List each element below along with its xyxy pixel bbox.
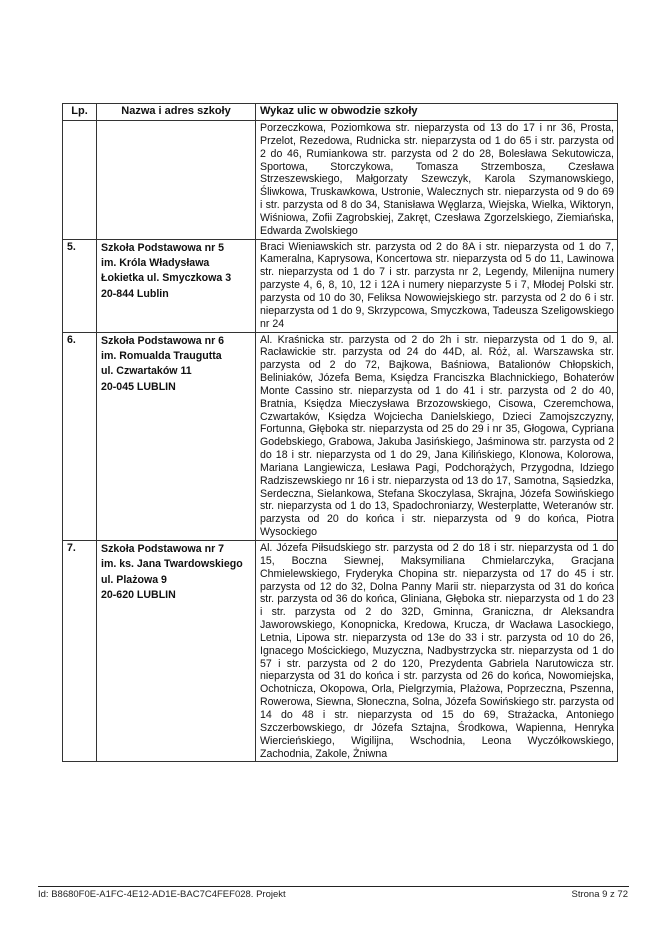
row-number: 7. bbox=[63, 541, 97, 762]
street-list: Al. Kraśnicka str. parzysta od 2 do 2h i str. nieparzysta od 1 do 9, al. Racławickie str. parzysta od 24 do 44D, al. Róż, al. Warszawska str. parzysta od 2 do 72, Bajkowa, Baśniowa, Batalionów Chłopskich, Beliniaków, Józefa Bema, Księdza Franciszka Blachnickiego, Bohaterów Monte Cassino str. nieparzysta od 1 do 41 i str. parzysta od 2 do 40, Bratnia, Księdza Mieczysława Brzozowskiego, Cisowa, Czeremchowa, Czwartaków, Księdza Wojciecha Danielskiego, Dzieci Zamojszczyzny, Fortunna, Głęboka str. nieparzysta od 25 do 29 i nr 35, Głogowa, Cypriana Godebskiego, Grabowa, Jakuba Jasińskiego, Jaśminowa str. parzysta od 2 do 18 i str. nieparzysta od 1 do 29, Jana Kilińskiego, Klonowa, Kolorowa, Mariana Langiewicza, Lesława Pagi, Podchorążych, Przygodna, Idziego Radziszewskiego nr 16 i str. nieparzysta od 13 do 17, Samotna, Sąsiedzka, Serdeczna, Sielankowa, Stefana Skoczylasa, Skrajna, Józefa Sowińskiego str. nieparzysta od 1 do 13, Spadochroniarzy, Westerplatte, Weteranów str. parzysta od 20 do końca i str. nieparzysta od 9 do końca, Piotra Wysockiego bbox=[256, 332, 618, 541]
street-list: Al. Józefa Piłsudskiego str. parzysta od 2 do 18 i str. nieparzysta od 1 do 15, Boczna Siewnej, Maksymiliana Chmielarczyka, Gracjana Chmielewskiego, Fryderyka Chopina str. nieparzysta od 17 do 45 i str. parzysta od 12 do 32, Dolna Panny Marii str. nieparzysta od 31 do końca str. parzysta od 36 do końca, Gliniana, Głęboka str. nieparzysta od 1 do 23 i str. parzysta od 2 do 32D, Gminna, Graniczna, dr Aleksandra Jaworowskiego, Konopnicka, Kredowa, Krucza, dr Wacława Lasockiego, Letnia, Lipowa str. nieparzysta od 13e do 33 i str. parzysta od 10 do 26, Ignacego Mościckiego, Muzyczna, Nadbystrzycka str. nieparzysta od 1 do 57 i str. parzysta od 2 do 120, Prezydenta Gabriela Narutowicza str. nieparzysta od 31 do końca i str. parzysta od 26 do końca, Nowomiejska, Ochotnicza, Okopowa, Orla, Pielgrzymia, Plażowa, Poprzeczna, Pszenna, Rowerowa, Siewna, Słoneczna, Solna, Józefa Sowińskiego str. parzysta od 14 do 48 i str. nieparzysta od 15 do 69, Strażacka, Antoniego Szczerbowskiego, dr Józefa Sztajna, Środkowa, Wapienna, Henryka Wiercieńskiego, Wigilijna, Wschodnia, Leona Wyczółkowskiego, Zachodnia, Zakole, Żniwna bbox=[256, 541, 618, 762]
school-patron-line: im. Romualda Traugutta bbox=[101, 349, 222, 362]
row-number: 6. bbox=[63, 332, 97, 541]
school-name-address bbox=[97, 239, 256, 332]
school-street-line: ul. Plażowa 9 bbox=[101, 573, 167, 586]
table-row bbox=[63, 121, 618, 240]
school-name-line: Szkoła Podstawowa nr 5 bbox=[101, 241, 225, 254]
school-street-line: Łokietka ul. Smyczkowa 3 bbox=[101, 272, 232, 285]
row-number bbox=[63, 121, 97, 240]
table-row bbox=[63, 239, 618, 332]
street-list: Porzeczkowa, Poziomkowa str. nieparzysta od 13 do 17 i nr 36, Prosta, Przelot, Rezedowa, Rudnicka str. nieparzysta od 1 do 65 i str. parzysta od 2 do 46, Rumiankowa str. parzysta od 2 do 28, Bolesława Sekutowicza, Sportowa, Storczykowa, Tomasza Strzembosza, Czesława Strzeszewskiego, Małgorzaty Szewczyk, Karola Szymanowskiego, Śliwkowa, Truskawkowa, Ustronie, Walecznych str. nieparzysta od 9 do 69 i str. parzysta od 8 do 34, Stanisława Węglarza, Wiejska, Wielka, Wiktoryn, Wiśniowa, Zofii Zagrobskiej, Zakręt, Czesława Zgorzelskiego, Ziemiańska, Edwarda Zwolskiego bbox=[256, 121, 618, 240]
school-district-table bbox=[62, 103, 618, 762]
header-school-name: Nazwa i adres szkoły bbox=[97, 104, 256, 121]
footer-divider bbox=[38, 886, 629, 887]
street-list: Braci Wieniawskich str. parzysta od 2 do 8A i str. nieparzysta od 1 do 7, Kameralna, Kaprysowa, Koncertowa str. nieparzysta od 5 do 11, Lawinowa str. nieparzysta od 1 do 7 i str. parzysta nr 2, Legendy, Milenijna numery parzyste 4, 6, 8, 10, 12 i 12A i numery nieparzyste 5 i 7, Młodej Polski str. parzysta od 10 do 30, Feliksa Nowowiejskiego str. parzysta od 2 do 6 i str. nieparzysta od 1 do 9, Skrzypcowa, Smyczkowa, Tadeusza Szeligowskiego nr 24 bbox=[256, 239, 618, 332]
document-id: Id: B8680F0E-A1FC-4E12-AD1E-BAC7C4FEF028. Projekt bbox=[38, 889, 286, 900]
school-name-line: Szkoła Podstawowa nr 6 bbox=[101, 334, 225, 347]
school-name-address bbox=[97, 121, 256, 240]
header-streets: Wykaz ulic w obwodzie szkoły bbox=[256, 104, 618, 121]
school-name-address bbox=[97, 332, 256, 541]
school-patron-line: im. Króla Władysława bbox=[101, 257, 210, 269]
table-header-row bbox=[63, 104, 618, 121]
school-patron-line: im. ks. Jana Twardowskiego bbox=[101, 558, 243, 571]
header-lp: Lp. bbox=[63, 104, 97, 121]
school-name-address bbox=[97, 541, 256, 762]
school-street-line: ul. Czwartaków 11 bbox=[101, 365, 192, 378]
school-name-line: Szkoła Podstawowa nr 7 bbox=[101, 543, 225, 555]
school-postal-line: 20-045 LUBLIN bbox=[101, 380, 176, 393]
table-row bbox=[63, 332, 618, 541]
page-number: Strona 9 z 72 bbox=[571, 889, 628, 900]
school-postal-line: 20-844 Lublin bbox=[101, 287, 169, 300]
school-postal-line: 20-620 LUBLIN bbox=[101, 589, 176, 602]
row-number: 5. bbox=[63, 239, 97, 332]
table-row bbox=[63, 541, 618, 762]
